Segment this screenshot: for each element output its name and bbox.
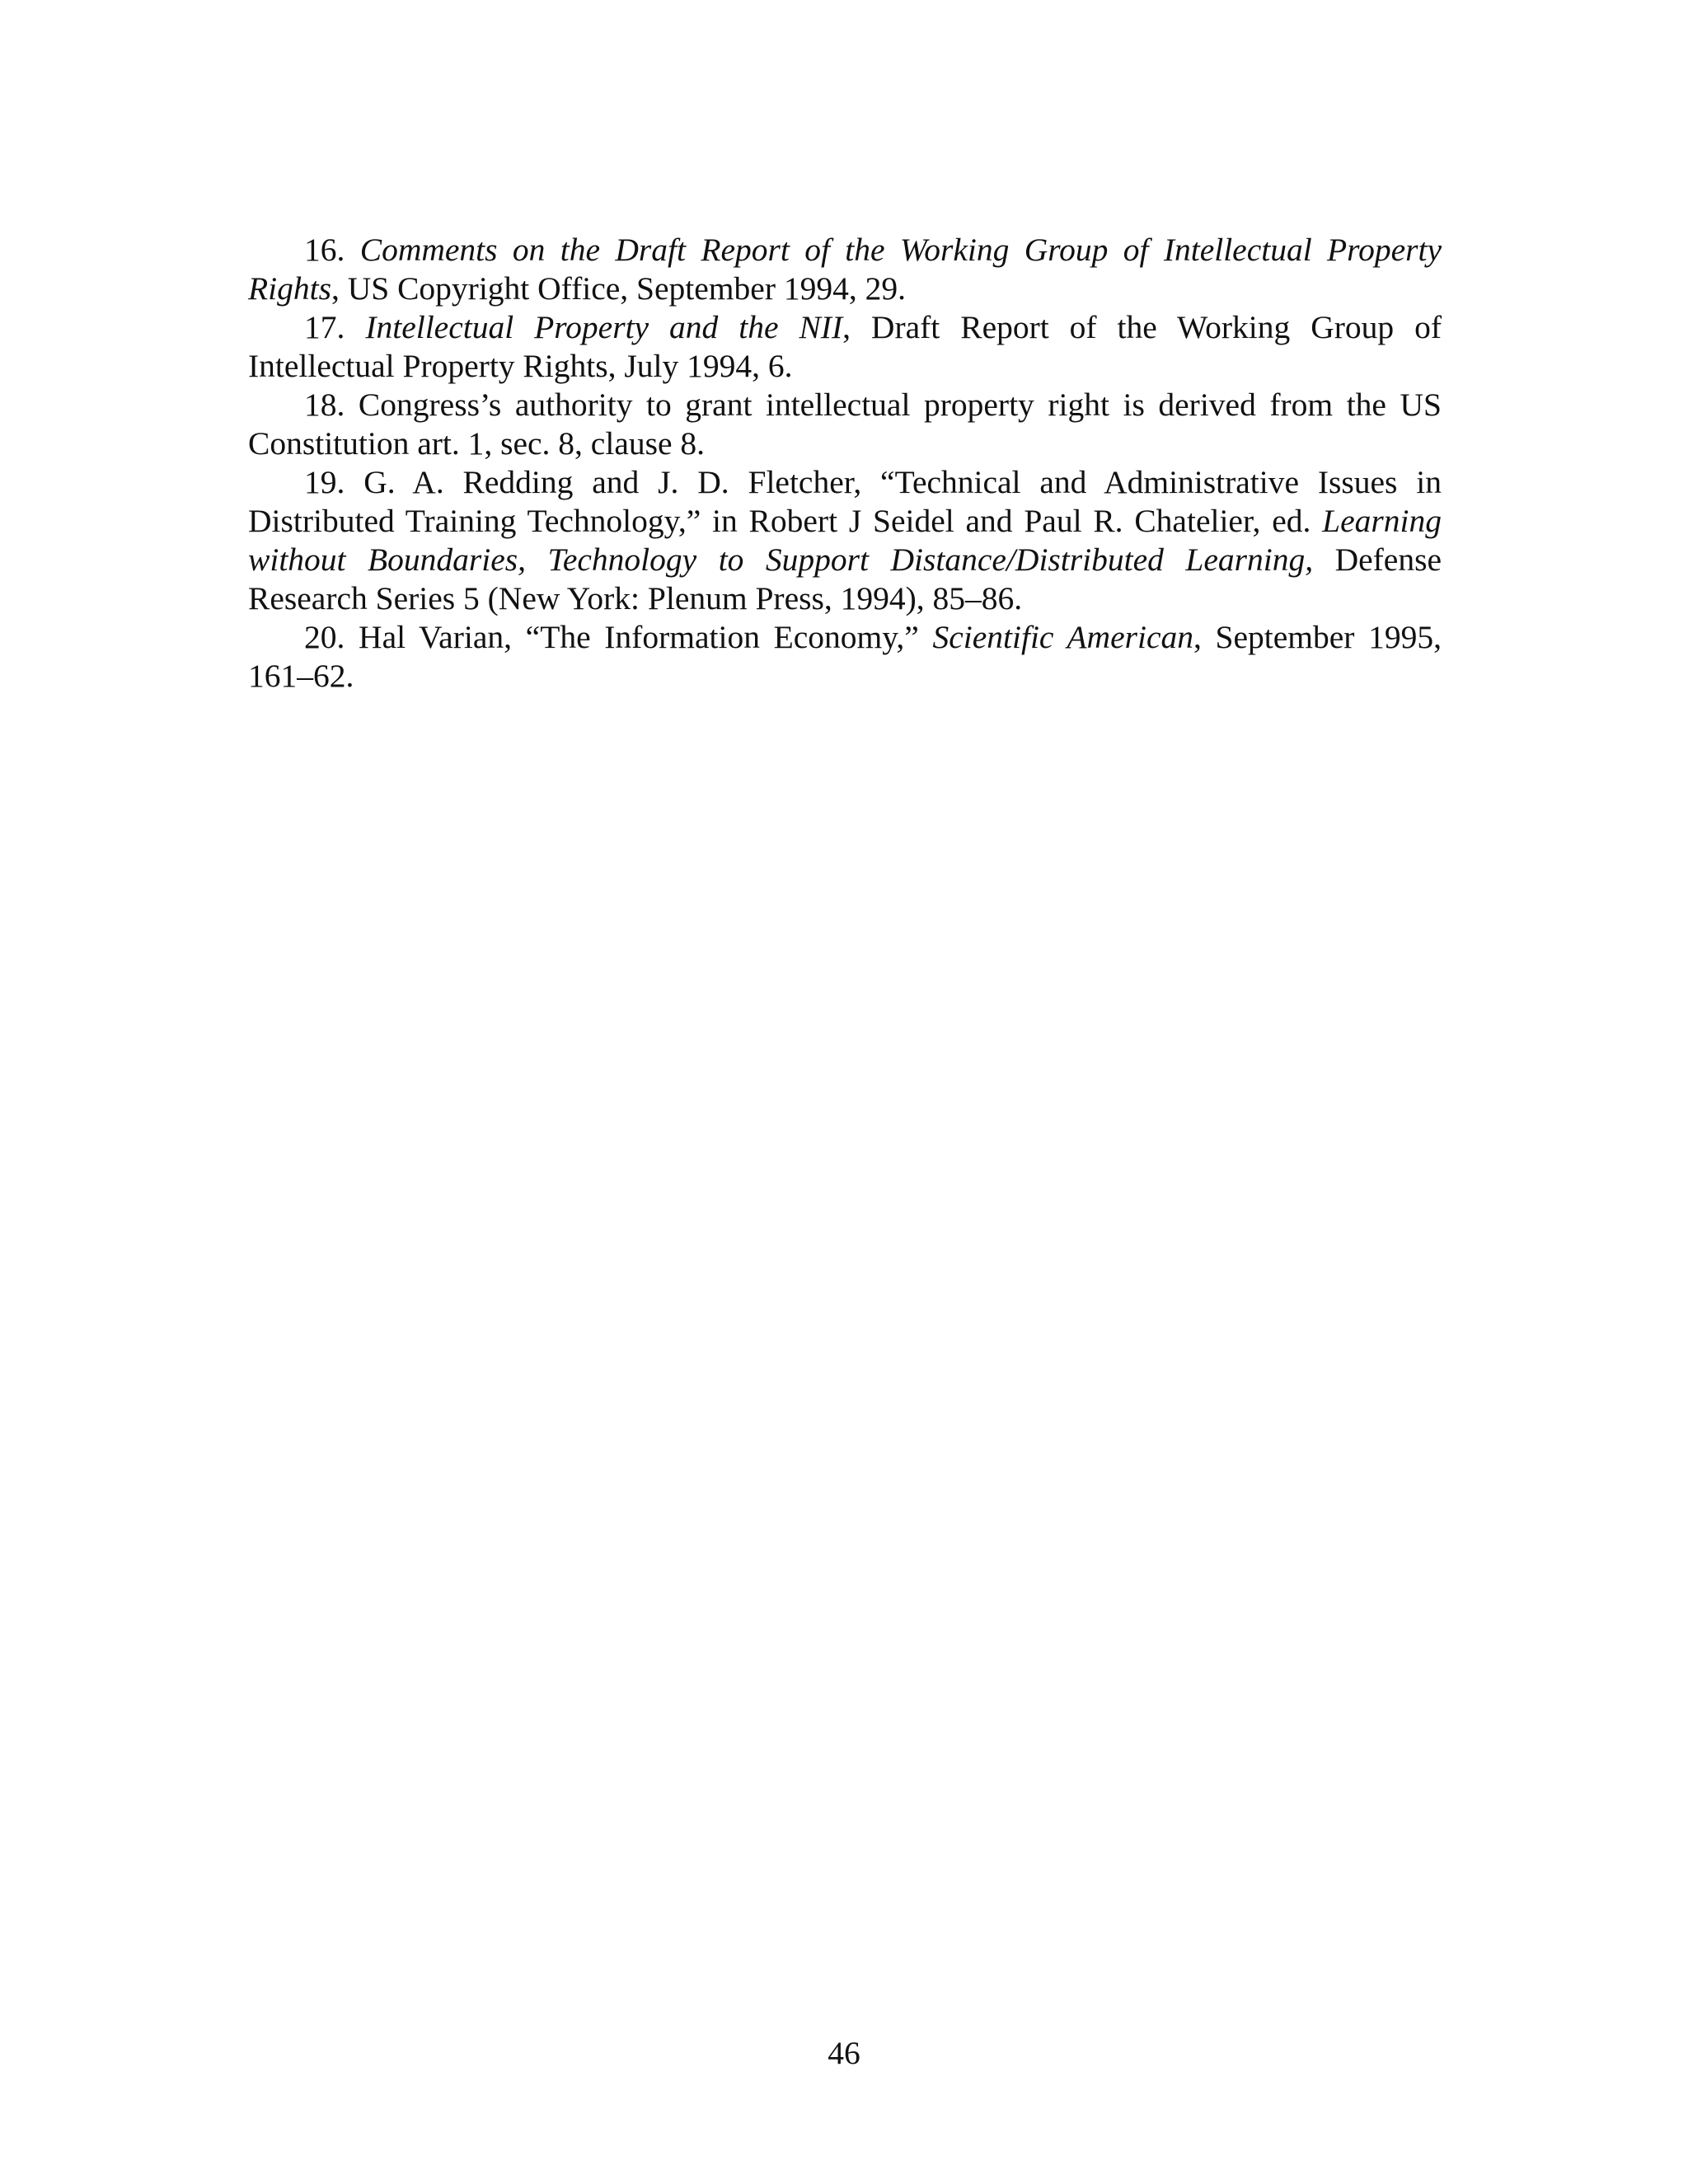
endnote-text: Defense Research Series 5 (New York: Plenum Press, 1994), 85–86. [248,541,1442,616]
endnote-17 [248,308,1442,386]
endnote-title: Learning without Boundaries, Technology to Support Distance/Distributed Learning, [248,503,1442,578]
endnote-19 [248,463,1442,618]
endnote-text: , September 1995, 161–62. [248,619,1442,694]
endnote-20 [248,618,1442,696]
endnote-text-before: G. A. Redding and J. D. Fletcher, “Technical and Administrative Issues in Distributed Training Technology,” in Robert J Seidel and Paul R. Chatelier, ed. [248,464,1442,539]
endnote-text: , US Copyright Office, September 1994, 29. [331,270,906,307]
endnote-number: 20. [304,619,345,655]
endnote-title: Scientific American [932,619,1193,655]
endnote-number: 18. [304,387,345,423]
endnote-18 [248,386,1442,463]
endnote-number: 17. [304,309,345,345]
endnote-title: Comments on the Draft Report of the Working Group of Intellectual Property Rights [248,232,1442,307]
endnotes [248,231,1442,696]
endnote-16 [248,231,1442,308]
endnote-number: 16. [304,232,345,268]
endnote-text-before: Hal Varian, “The Information Economy,” [359,619,933,655]
endnote-text: Congress’s authority to grant intellectual property right is derived from the US Constitution art. 1, sec. 8, clause 8. [248,387,1442,462]
endnote-text: , Draft Report of the Working Group of Intellectual Property Rights, July 1994, 6. [248,309,1442,384]
page-number: 46 [828,2035,860,2071]
endnote-number: 19. [304,464,345,500]
endnote-title: Intellectual Property and the NII [365,309,843,345]
